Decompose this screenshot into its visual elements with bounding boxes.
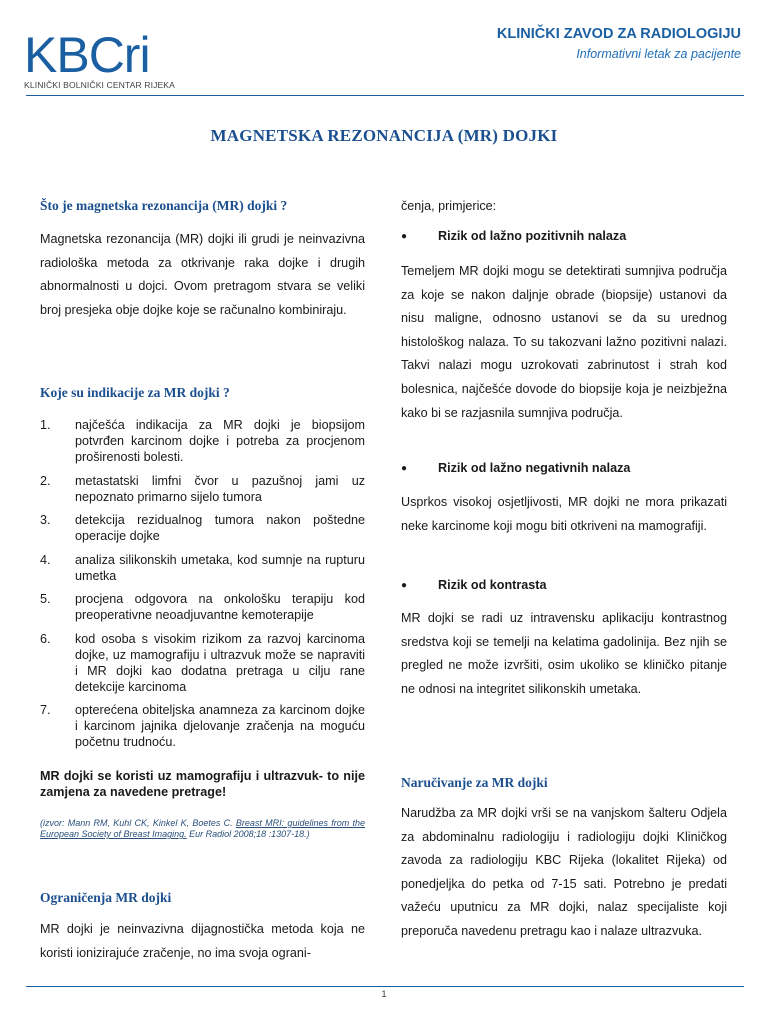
citation-prefix: (izvor: Mann RM, Kuhl CK, Kinkel K, Boetes C.: [40, 818, 236, 828]
list-item-text: metastatski limfni čvor u pazušnoj jami uz nepoznato primarno sijelo tumora: [75, 473, 365, 504]
list-item-number: 7.: [40, 703, 51, 717]
section-heading-indications: Koje su indikacije za MR dojki ?: [40, 385, 230, 400]
list-item: [40, 552, 365, 584]
list-item-number: 6.: [40, 631, 51, 646]
indications-list: [40, 417, 365, 758]
logo-text: KBCri: [24, 27, 150, 83]
list-item: [40, 591, 365, 623]
citation-suffix: Eur Radiol 2008;18 :1307-18.): [186, 829, 310, 839]
bullet-contrast: [401, 578, 546, 592]
list-item-text: analiza silikonskih umetaka, kod sumnje na rupturu umetka: [75, 552, 365, 583]
important-note: MR dojki se koristi uz mamografiju i ultrazvuk- to nije zamjena za navedene pretrage!: [40, 769, 365, 799]
list-item: [40, 417, 365, 465]
leaflet-subtitle: Informativni letak za pacijente: [576, 47, 741, 61]
list-item: [40, 512, 365, 544]
text-false-negative: Usprkos visokoj osjetljivosti, MR dojki ne mora prikazati neke karcinome koji mogu biti otkriveni na mamografiji.: [401, 495, 727, 533]
section-text-limitations: MR dojki je neinvazivna dijagnostička metoda koja ne koristi ionizirajuće zračenje, no ima svoja ograni-: [40, 922, 365, 960]
citation: [40, 818, 365, 840]
bullet-dot-icon: ●: [401, 231, 408, 242]
list-item: [40, 702, 365, 750]
institution-name: KLINIČKI ZAVOD ZA RADIOLOGIJU: [496, 26, 741, 42]
continuation-text: čenja, primjerice:: [401, 199, 497, 213]
header-divider: [26, 95, 744, 96]
list-item-text: procjena odgovora na onkološku terapiju kod preoperativne neoadjuvantne kemoterapije: [75, 592, 365, 622]
list-item-number: 2.: [40, 473, 51, 488]
citation-link[interactable]: Breast MRI: guidelines from the European Society of Breast Imaging.: [40, 818, 365, 839]
bullet-dot-icon: ●: [401, 463, 408, 474]
list-item-text: najčešća indikacija za MR dojki je biopsijom potvrđen karcinom dojke i potreba za procjenom proširenosti bolesti.: [75, 418, 365, 464]
text-false-positive: Temeljem MR dojki mogu se detektirati sumnjiva područja za koje se nakon daljnje obrade (biopsije) ustanovi da nisu maligne, odnosno ustanovi se da su urednog histološkog nalaza. To su takozvani lažno pozitivni nalazi. Takvi nalazi mogu uzrokovati zabrinutost i strah kod bolesnica, najčešće dovode do biopsije koja je neizbježna kako bi se razjasnila sumnjiva područja.: [401, 264, 727, 420]
list-item: [40, 631, 365, 695]
section-text-ordering: Narudžba za MR dojki vrši se na vanjskom šalteru Odjela za abdominalnu radiologiju i radiologiju dojki Kliničkog zavoda za radiologiju KBC Rijeka (lokalitet Rijeka) od ponedjeljka do petka od 7-15 sati. Potrebno je predati važeću uputnicu za MR dojki, nalaz specijaliste koji preporuča navedenu pretragu kao i nalaze ultrazvuka.: [401, 806, 727, 938]
section-heading-what-is: Što je magnetska rezonancija (MR) dojki ?: [40, 198, 288, 213]
footer-divider: [26, 986, 744, 987]
section-heading-limitations: Ograničenja MR dojki: [40, 890, 172, 905]
logo-subtitle: KLINIČKI BOLNIČKI CENTAR RIJEKA: [24, 80, 175, 90]
list-item-number: 4.: [40, 552, 51, 567]
list-item-text: detekcija rezidualnog tumora nakon poštedne operacije dojke: [75, 513, 365, 543]
text-contrast: MR dojki se radi uz intravensku aplikaciju kontrastnog sredstva koji se temelji na kelatima gadolinija. Bez njih se pregled ne može izvršiti, osim ukoliko se kliničko pitanje ne odnosi na integritet silikonskih umetaka.: [401, 611, 727, 696]
list-item-number: 3.: [40, 513, 51, 527]
list-item-number: 1.: [40, 418, 51, 432]
page-title: MAGNETSKA REZONANCIJA (MR) DOJKI: [210, 126, 558, 145]
kbcri-logo: [24, 27, 175, 90]
bullet-label: Rizik od kontrasta: [438, 578, 547, 592]
list-item: [40, 473, 365, 505]
list-item-text: opterećena obiteljska anamneza za karcinom dojke i karcinom jajnika djelovanje zračenja na moguću početnu trudnoću.: [75, 703, 365, 749]
bullet-false-positive: [401, 229, 626, 243]
bullet-label: Rizik od lažno pozitivnih nalaza: [438, 229, 627, 243]
section-heading-ordering: Naručivanje za MR dojki: [401, 775, 548, 790]
list-item-text: kod osoba s visokim rizikom za razvoj karcinoma dojke, uz mamografiju i ultrazvuk može se napraviti i MR dojki kao dodatna pretraga u cilju rane detekcije karcinoma: [75, 631, 365, 694]
bullet-label: Rizik od lažno negativnih nalaza: [438, 461, 631, 475]
list-item-number: 5.: [40, 592, 51, 606]
section-text-what-is: Magnetska rezonancija (MR) dojki ili grudi je neinvazivna radiološka metoda za otkrivanje raka dojke i drugih abnormalnosti u dojci. Ovom pretragom stvara se veliki broj presjeka obje dojke koje se računalno kombiniraju.: [40, 232, 365, 317]
page-number: 1: [381, 989, 387, 999]
bullet-dot-icon: ●: [401, 580, 408, 591]
bullet-false-negative: [401, 461, 630, 475]
